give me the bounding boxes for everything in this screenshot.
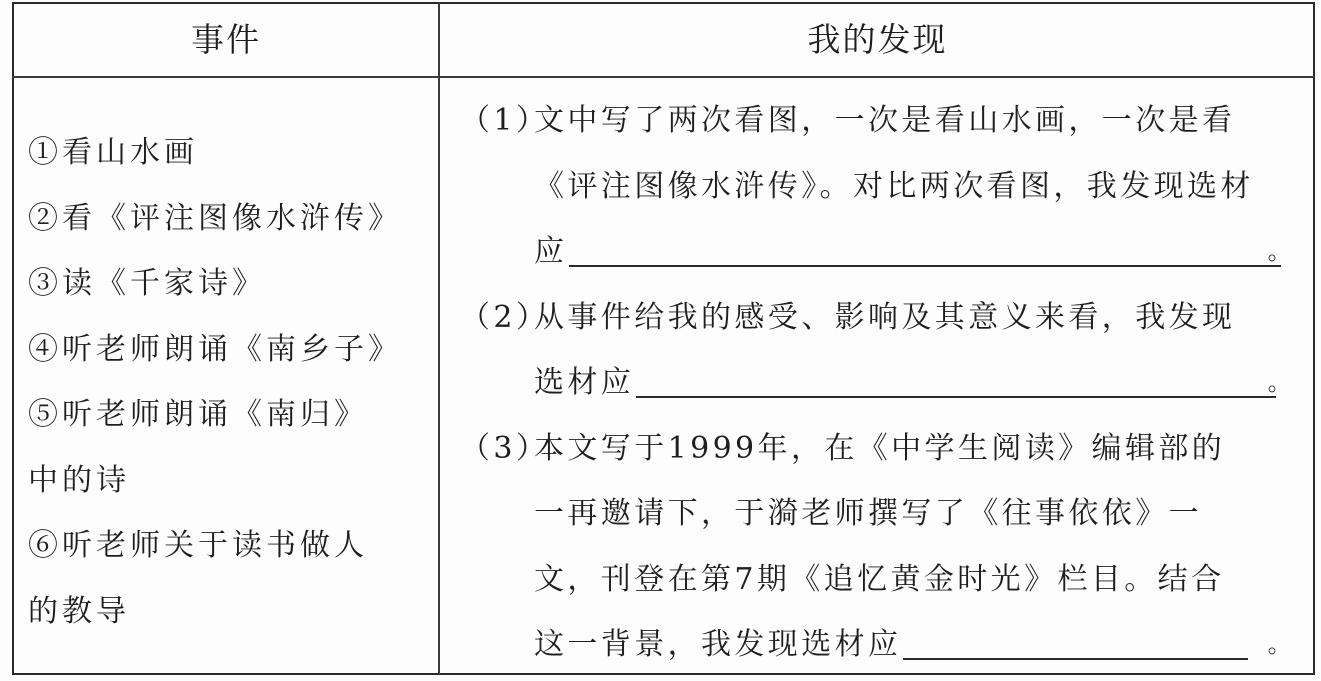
finding-3-text-1: 本文写于1999年，在《中学生阅读》编辑部的 [534, 430, 1226, 466]
finding-1-line-1 [460, 88, 1305, 154]
header-events: 事件 [191, 20, 261, 59]
finding-1-text-3: 应 [534, 234, 568, 269]
finding-1-text-1: 文中写了两次看图，一次是看山水画，一次是看 [534, 103, 1236, 138]
finding-2-number: （2） [460, 299, 550, 335]
events-list [28, 120, 428, 644]
answer-blank-1[interactable] [569, 235, 1281, 267]
column-divider [438, 2, 440, 675]
event-item: 中的诗 [28, 462, 130, 498]
answer-blank-2[interactable] [636, 366, 1276, 398]
findings-list [460, 88, 1305, 678]
event-item: ②看《评注图像水浒传》 [28, 200, 402, 236]
event-item: ④听老师朗诵《南乡子》 [28, 331, 402, 367]
finding-1-line-2 [460, 154, 1305, 220]
finding-1-line-3 [460, 219, 1305, 285]
event-item: ③读《千家诗》 [28, 266, 266, 301]
finding-2-line-1 [460, 285, 1305, 351]
finding-2-text-2: 选材应 [534, 365, 635, 400]
finding-2-text-1: 从事件给我的感受、影响及其意义来看，我发现 [534, 299, 1236, 335]
finding-3-line-1 [460, 416, 1305, 482]
finding-2-end-mark: 。 [1267, 368, 1295, 396]
finding-3-text-2: 一再邀请下，于漪老师撰写了《往事依依》一 [534, 496, 1202, 531]
event-item: ①看山水画 [28, 135, 198, 170]
finding-3-text-3: 文，刊登在第7期《追忆黄金时光》栏目。结合 [534, 561, 1225, 597]
finding-3-line-2 [460, 481, 1305, 547]
finding-1-end-mark: 。 [1267, 237, 1295, 265]
event-item: ⑤听老师朗诵《南归》 [28, 397, 368, 432]
finding-1-number: （1） [460, 103, 550, 138]
header-findings: 我的发现 [807, 20, 948, 59]
finding-3-answer-row [534, 612, 1254, 678]
finding-2-answer-row [534, 350, 1282, 416]
event-item: 的教导 [28, 593, 130, 629]
finding-3-end-mark: 。 [1267, 630, 1295, 658]
event-item: ⑥听老师关于读书做人 [28, 528, 368, 563]
answer-blank-3[interactable] [903, 628, 1248, 660]
finding-2-line-2 [460, 350, 1305, 416]
finding-3-number: （3） [460, 430, 550, 466]
finding-3-line-4 [460, 612, 1305, 678]
finding-3-text-4: 这一背景，我发现选材应 [534, 627, 902, 662]
finding-3-line-3 [460, 547, 1305, 613]
finding-1-text-2: 《评注图像水浒传》。对比两次看图，我发现选材 [534, 168, 1254, 204]
finding-1-answer-row [534, 219, 1287, 285]
header-divider [12, 76, 1315, 78]
